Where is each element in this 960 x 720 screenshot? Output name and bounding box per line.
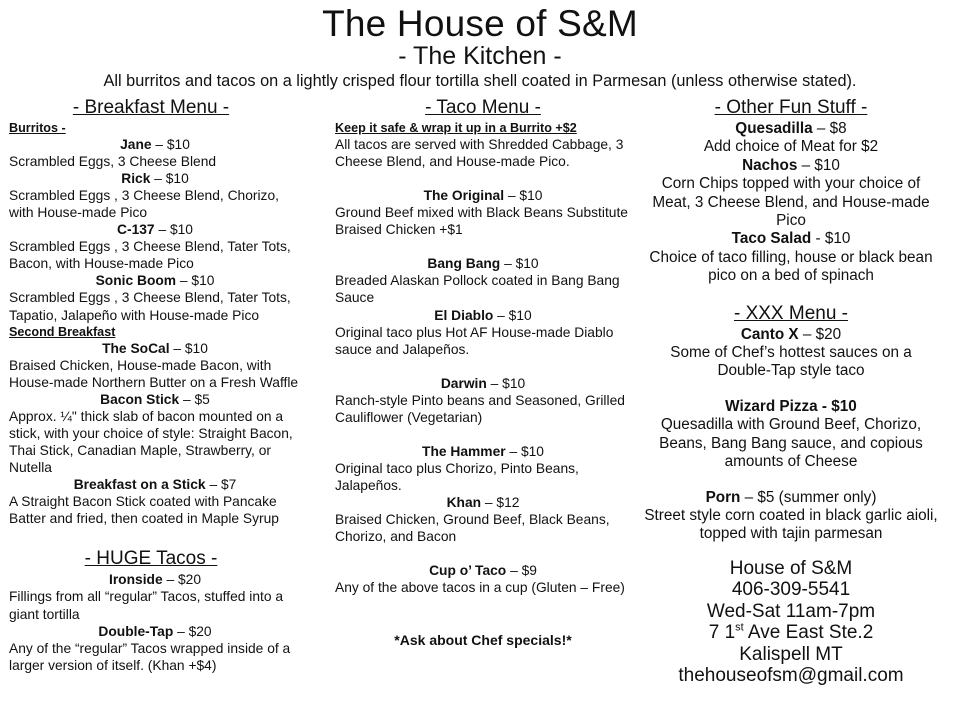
middle-column: [335, 96, 631, 648]
item-name: Porn: [705, 488, 741, 506]
item-name: Bang Bang: [427, 256, 501, 272]
item-price: – $10: [797, 156, 840, 174]
item-description: Any of the above tacos in a cup (Gluten – Free): [335, 580, 625, 596]
breakfast-menu-title: - Breakfast Menu -: [72, 97, 230, 118]
item-description: Ranch-style Pinto beans and Seasoned, Grilled Cauliflower (Vegetarian): [335, 392, 625, 425]
menu-tagline: All burritos and tacos on a lightly crisped flour tortilla shell coated in Parmesan (unless otherwise stated).: [103, 72, 857, 90]
menu-item: [335, 307, 631, 358]
item-description: Choice of taco filling, house or black bean pico on a bed of spinach: [649, 248, 933, 285]
page-subtitle: - The Kitchen -: [398, 42, 562, 70]
item-description: Scrambled Eggs , 3 Cheese Blend, Tater Tots, Tapatio, Jalapeño with House-made Pico: [9, 290, 291, 323]
menu-item: [335, 562, 631, 596]
menu-item: [9, 136, 301, 170]
menu-item: [644, 489, 938, 544]
item-name: Quesadilla: [735, 120, 813, 137]
menu-item: [9, 623, 301, 674]
menu-item: [9, 221, 301, 272]
item-price: - $10: [811, 230, 851, 248]
item-price: – $10: [169, 340, 208, 356]
burritos-label: Burritos -: [9, 121, 66, 135]
item-description: Any of the “regular” Tacos wrapped inside of a larger version of itself. (Khan +$4): [9, 640, 291, 673]
phone-number: 406-309-5541: [731, 579, 851, 601]
item-description: Braised Chicken, Ground Beef, Black Beans, Chorizo, and Bacon: [335, 512, 610, 545]
item-description: Scrambled Eggs, 3 Cheese Blend: [9, 154, 217, 169]
item-price: – $10: [493, 307, 532, 323]
item-description: Some of Chef’s hottest sauces on a Double-Tap style taco: [670, 344, 912, 380]
item-name: Rick: [121, 171, 151, 187]
item-name: The SoCal: [102, 340, 170, 356]
menu-item: [335, 443, 631, 494]
menu-item: [9, 476, 301, 527]
chef-specials-note: *Ask about Chef specials!*: [394, 632, 572, 649]
item-name: Cup o’ Taco: [429, 563, 507, 579]
item-price: – $7: [205, 477, 237, 493]
item-price: – $10: [176, 273, 215, 289]
item-name: Bacon Stick: [100, 391, 180, 407]
item-name: Nachos: [742, 156, 798, 174]
item-price: – $10: [151, 137, 190, 152]
menu-item: [644, 230, 938, 285]
item-description: Scrambled Eggs , 3 Cheese Blend, Tater Tots, Bacon, with House-made Pico: [9, 239, 291, 272]
item-name: Sonic Boom: [95, 273, 177, 289]
item-price: – $5: [179, 391, 210, 407]
xxx-menu-title: - XXX Menu -: [733, 302, 849, 324]
item-name: Breakfast on a Stick: [73, 477, 206, 493]
menu-item: [644, 120, 938, 157]
taco-intro: All tacos are served with Shredded Cabbage, 3 Cheese Blend, and House-made Pico.: [335, 137, 624, 170]
menu-item: [335, 494, 631, 545]
menu-item: [9, 571, 301, 622]
left-column: [9, 96, 301, 674]
item-price: – $5 (summer only): [740, 488, 877, 506]
item-description: Scrambled Eggs , 3 Cheese Blend, Chorizo, with House-made Pico: [9, 188, 279, 221]
burrito-wrap-note: Keep it safe & wrap it up in a Burrito +$2: [335, 121, 577, 135]
page-title: The House of S&M: [322, 3, 638, 44]
menu-item: [335, 255, 631, 306]
item-name: Double-Tap: [98, 623, 174, 639]
item-name: Khan: [446, 495, 482, 511]
item-name: C-137: [117, 222, 155, 238]
menu-item: [9, 340, 301, 391]
item-description: A Straight Bacon Stick coated with Pancake Batter and fried, then coated in Maple Syrup: [9, 494, 279, 527]
menu-item: [335, 375, 631, 426]
menu-item: [644, 326, 938, 381]
item-price: – $10: [505, 443, 544, 459]
second-breakfast-label: Second Breakfast: [9, 324, 116, 339]
item-price: – $12: [481, 495, 520, 511]
item-description: Breaded Alaskan Pollock coated in Bang Bang Sauce: [335, 273, 620, 306]
huge-tacos-title: - HUGE Tacos -: [84, 548, 218, 570]
item-name: Jane: [120, 137, 152, 152]
menu-item: [9, 391, 301, 476]
menu-item: [9, 272, 301, 323]
item-name: The Hammer: [422, 443, 506, 459]
item-name: Ironside: [108, 572, 163, 588]
taco-menu-title: - Taco Menu -: [425, 97, 541, 118]
menu-item: [335, 187, 631, 238]
item-name: El Diablo: [434, 307, 494, 323]
item-name: The Original: [423, 188, 505, 204]
item-description: Braised Chicken, House-made Bacon, with House-made Northern Butter on a Fresh Waffle: [9, 357, 299, 390]
other-fun-stuff-title: - Other Fun Stuff -: [714, 97, 868, 118]
item-description: Original taco plus Hot AF House-made Diablo sauce and Jalapeños.: [335, 324, 614, 357]
item-name: Canto X: [740, 325, 799, 343]
item-price: – $10: [150, 171, 189, 187]
item-description: Street style corn coated in black garlic aioli, topped with tajin parmesan: [644, 506, 938, 543]
item-name: Wizard Pizza - $10: [725, 397, 857, 415]
right-column: [644, 96, 938, 687]
menu-header: [0, 4, 960, 92]
menu-item: [9, 170, 301, 221]
item-description: Original taco plus Chorizo, Pinto Beans, Jalapeños.: [335, 460, 579, 494]
item-price: – $10: [486, 375, 526, 391]
item-price: – $10: [154, 222, 193, 238]
item-price: – $20: [173, 623, 212, 639]
street-address: 7 1st Ave East Ste.2: [708, 621, 874, 644]
item-description: Approx. ¼" thick slab of bacon mounted on a stick, with your choice of style: Straight Bacon, Thai Stick, Canadian Maple, Strawberry, or Nutella: [9, 408, 293, 476]
city-state: Kalispell MT: [739, 643, 843, 665]
contact-block: [644, 558, 938, 687]
item-description: Ground Beef mixed with Black Beans Substitute Braised Chicken +$1: [335, 205, 628, 238]
email-address: thehouseofsm@gmail.com: [678, 665, 904, 687]
item-description: Corn Chips topped with your choice of Meat, 3 Cheese Blend, and House-made Pico: [652, 175, 930, 230]
business-name: House of S&M: [729, 557, 853, 579]
item-name: Darwin: [440, 375, 487, 391]
item-price: – $10: [500, 256, 539, 272]
item-price: – $8: [812, 120, 847, 137]
item-price: – $10: [504, 188, 543, 204]
item-name: Taco Salad: [731, 230, 812, 248]
business-hours: Wed-Sat 11am-7pm: [706, 600, 876, 622]
menu-item: [644, 398, 938, 472]
menu-item: [644, 157, 938, 231]
item-description: Fillings from all “regular” Tacos, stuffed into a giant tortilla: [9, 589, 284, 622]
item-description: Quesadilla with Ground Beef, Chorizo, Beans, Bang Bang sauce, and copious amounts of Cheese: [659, 416, 923, 471]
item-price: – $20: [162, 572, 202, 588]
item-price: – $9: [506, 563, 537, 579]
item-price: – $20: [798, 325, 842, 343]
item-description: Add choice of Meat for $2: [703, 138, 879, 156]
